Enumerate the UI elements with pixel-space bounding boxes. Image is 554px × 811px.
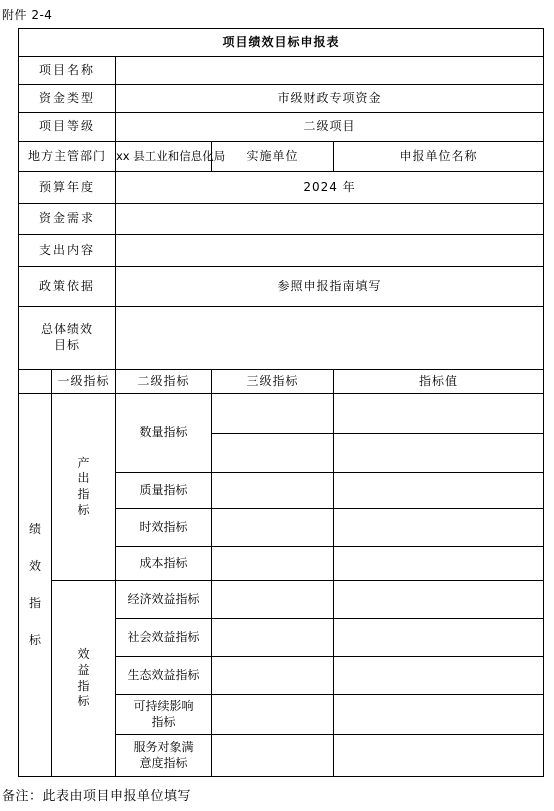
dept-label: 地方主管部门 [19, 142, 116, 172]
level3-cell[interactable] [212, 547, 334, 581]
row-policy-basis [19, 267, 544, 307]
output-indicator-label: 产出指标 [77, 455, 90, 517]
impl-unit-value[interactable]: 申报单位名称 [334, 142, 544, 172]
quality-indicator-label: 质量指标 [116, 473, 212, 509]
expense-content-value[interactable] [116, 235, 544, 267]
value-cell[interactable] [334, 547, 544, 581]
row-fund-type [19, 85, 544, 113]
level3-cell[interactable] [212, 619, 334, 657]
indicator-header-row [19, 370, 544, 394]
value-cell[interactable] [334, 619, 544, 657]
level3-cell[interactable] [212, 735, 334, 777]
fund-demand-value[interactable] [116, 204, 544, 235]
level3-cell[interactable] [212, 434, 334, 473]
level3-cell[interactable] [212, 581, 334, 619]
value-cell[interactable] [334, 581, 544, 619]
quantity-indicator-label: 数量指标 [116, 394, 212, 473]
policy-basis-value[interactable]: 参照申报指南填写 [116, 267, 544, 307]
overall-goal-label [19, 307, 116, 370]
header-blank-cell [19, 370, 52, 394]
social-benefit-label: 社会效益指标 [116, 619, 212, 657]
satisfaction-label-cell [116, 735, 212, 777]
value-cell[interactable] [334, 434, 544, 473]
performance-goal-form [18, 28, 544, 777]
level3-cell[interactable] [212, 473, 334, 509]
overall-goal-value[interactable] [116, 307, 544, 370]
project-level-value[interactable]: 二级项目 [116, 113, 544, 142]
output-indicator-group [52, 394, 116, 581]
form-title: 项目绩效目标申报表 [19, 29, 544, 57]
row-project-name [19, 57, 544, 85]
benefit-indicator-label: 效益指标 [77, 647, 90, 709]
level3-cell[interactable] [212, 394, 334, 434]
form-title-row [19, 29, 544, 57]
impl-unit-label: 实施单位 [212, 142, 334, 172]
level3-cell[interactable] [212, 657, 334, 695]
sustainable-impact-label: 可持续影响指标 [133, 698, 194, 729]
header-value: 指标值 [334, 370, 544, 394]
value-cell[interactable] [334, 473, 544, 509]
policy-basis-label: 政策依据 [19, 267, 116, 307]
indicator-row [19, 581, 544, 619]
dept-value[interactable]: xx 县工业和信息化局 [116, 142, 212, 172]
row-project-level [19, 113, 544, 142]
row-dept [19, 142, 544, 172]
performance-indicators-group [19, 394, 52, 777]
benefit-indicator-group [52, 581, 116, 777]
ecological-benefit-label: 生态效益指标 [116, 657, 212, 695]
project-name-label: 项目名称 [19, 57, 116, 85]
value-cell[interactable] [334, 509, 544, 547]
sustainable-impact-label-cell [116, 695, 212, 735]
economic-benefit-label: 经济效益指标 [116, 581, 212, 619]
budget-year-value[interactable]: 2024 年 [116, 172, 544, 204]
header-level2: 二级指标 [116, 370, 212, 394]
fund-demand-label: 资金需求 [19, 204, 116, 235]
fund-type-value[interactable]: 市级财政专项资金 [116, 85, 544, 113]
row-budget-year [19, 172, 544, 204]
row-expense-content [19, 235, 544, 267]
overall-goal-label-text: 总体绩效目标 [40, 322, 93, 352]
footnote: 备注：此表由项目申报单位填写 [2, 789, 192, 804]
timeliness-indicator-label: 时效指标 [116, 509, 212, 547]
value-cell[interactable] [334, 657, 544, 695]
row-fund-demand [19, 204, 544, 235]
row-overall-goal [19, 307, 544, 370]
expense-content-label: 支出内容 [19, 235, 116, 267]
project-level-label: 项目等级 [19, 113, 116, 142]
satisfaction-label: 服务对象满意度指标 [133, 739, 194, 770]
level3-cell[interactable] [212, 695, 334, 735]
header-level3: 三级指标 [212, 370, 334, 394]
performance-indicators-label: 绩效指标 [28, 522, 41, 647]
fund-type-label: 资金类型 [19, 85, 116, 113]
indicator-row [19, 394, 544, 434]
cost-indicator-label: 成本指标 [116, 547, 212, 581]
budget-year-label: 预算年度 [19, 172, 116, 204]
annex-label: 附件 2-4 [2, 8, 53, 22]
value-cell[interactable] [334, 695, 544, 735]
value-cell[interactable] [334, 735, 544, 777]
project-name-value[interactable] [116, 57, 544, 85]
level3-cell[interactable] [212, 509, 334, 547]
value-cell[interactable] [334, 394, 544, 434]
header-level1: 一级指标 [52, 370, 116, 394]
